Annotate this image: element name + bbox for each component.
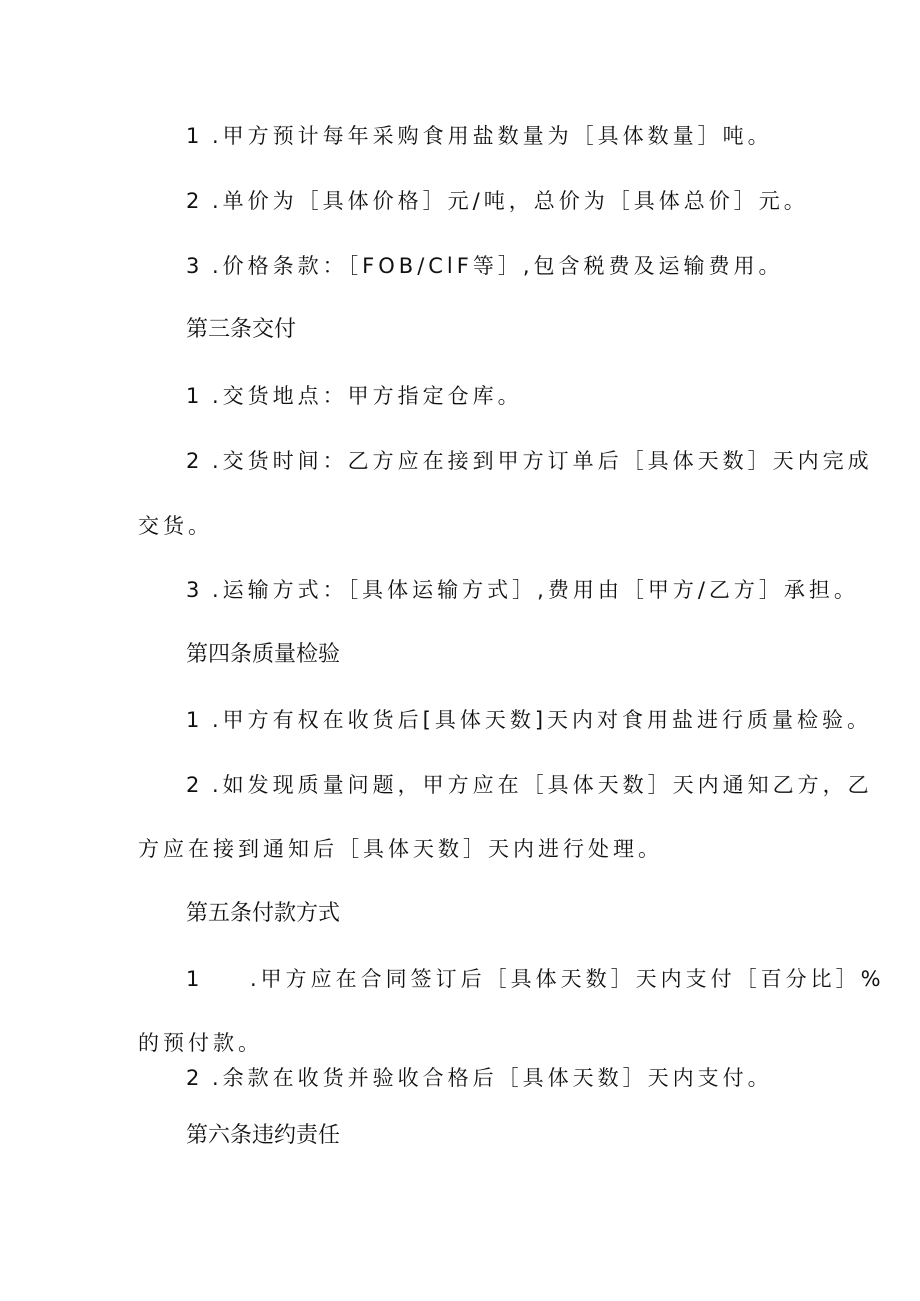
item-text: .运输方式：［具体运输方式］,费用由［甲方/乙方］承担。 bbox=[212, 578, 859, 602]
section-heading-4: 第四条质量检验 bbox=[186, 642, 341, 667]
item-text: .甲方预计每年采购食用盐数量为［具体数量］吨。 bbox=[212, 124, 773, 148]
item-text: .余款在收货并验收合格后［具体天数］天内支付。 bbox=[212, 1066, 773, 1090]
section-heading-6: 第六条违约责任 bbox=[186, 1123, 341, 1148]
item-text: .价格条款：［FOB/ClF等］,包含税费及运输费用。 bbox=[212, 254, 784, 278]
item-text: .如发现质量问题，甲方应在［具体天数］天内通知乙方，乙 bbox=[212, 773, 873, 797]
item-number: 2 bbox=[186, 773, 204, 797]
item-number: 3 bbox=[186, 578, 204, 602]
clause-2-item-2 bbox=[186, 187, 809, 215]
clause-3-item-1 bbox=[186, 382, 523, 410]
clause-3-item-2 bbox=[186, 447, 873, 475]
clause-5-item-1 bbox=[186, 965, 885, 993]
clause-4-item-2-continued: 方应在接到通知后［具体天数］天内进行处理。 bbox=[138, 837, 663, 861]
clause-5-item-1-continued: 的预付款。 bbox=[138, 1031, 263, 1055]
item-number: 1 bbox=[186, 708, 204, 732]
item-text: .甲方有权在收货后[具体天数]天内对食用盐进行质量检验。 bbox=[212, 708, 873, 732]
section-heading-5: 第五条付款方式 bbox=[186, 901, 341, 926]
clause-2-item-1 bbox=[186, 122, 773, 150]
item-number: 2 bbox=[186, 449, 204, 473]
clause-5-item-2 bbox=[186, 1064, 773, 1092]
clause-4-item-2 bbox=[186, 771, 873, 799]
clause-3-item-2-continued: 交货。 bbox=[138, 514, 213, 538]
section-heading-3: 第三条交付 bbox=[186, 317, 297, 342]
clause-3-item-3 bbox=[186, 576, 859, 604]
clause-2-item-3 bbox=[186, 252, 784, 280]
item-number: 2 bbox=[186, 1066, 204, 1090]
item-number: 1 bbox=[186, 967, 204, 991]
item-text: .单价为［具体价格］元/吨，总价为［具体总价］元。 bbox=[212, 189, 809, 213]
clause-4-item-1 bbox=[186, 706, 872, 734]
item-number: 2 bbox=[186, 189, 204, 213]
item-text: .交货地点：甲方指定仓库。 bbox=[212, 384, 523, 408]
item-text: .甲方应在合同签订后［具体天数］天内支付［百分比］% bbox=[250, 967, 885, 991]
item-number: 1 bbox=[186, 124, 204, 148]
item-number: 3 bbox=[186, 254, 204, 278]
item-text: .交货时间：乙方应在接到甲方订单后［具体天数］天内完成 bbox=[212, 449, 873, 473]
item-number: 1 bbox=[186, 384, 204, 408]
